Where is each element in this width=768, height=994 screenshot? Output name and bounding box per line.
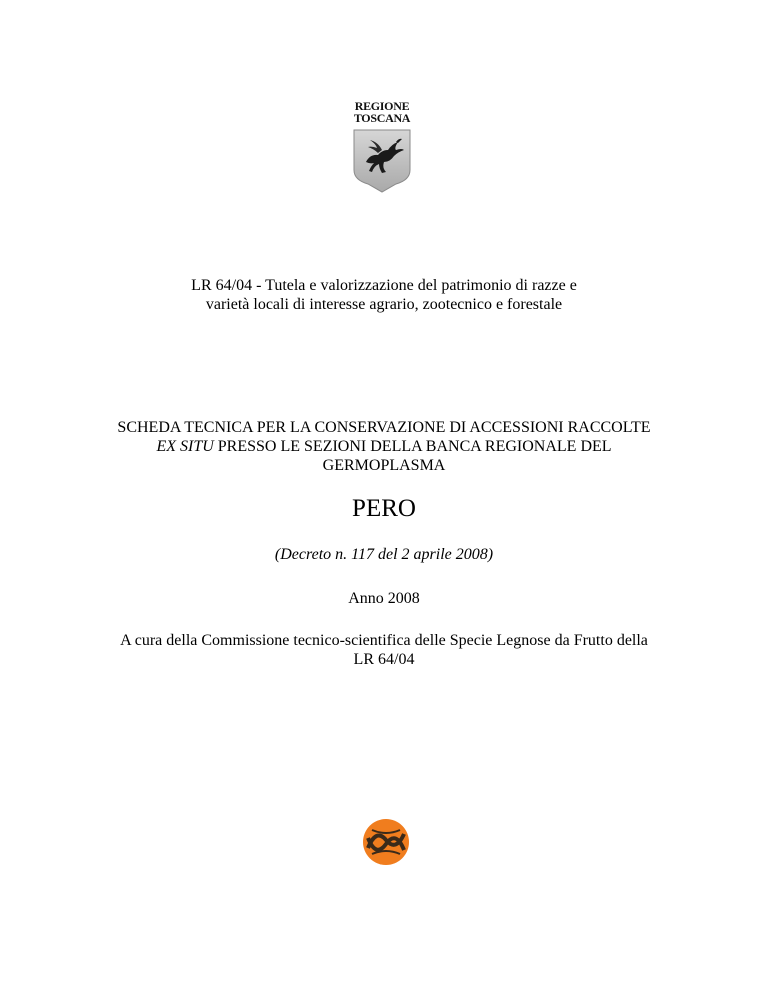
curated-by [0, 631, 768, 669]
heading-line-3: GERMOPLASMA [322, 457, 446, 474]
heading-line-2 [0, 437, 768, 456]
regione-toscana-logo [340, 100, 424, 194]
logo-line-regione: REGIONE [354, 99, 410, 113]
document-heading [0, 418, 768, 475]
pegasus-shield-icon [352, 128, 412, 194]
heading-line-1: SCHEDA TECNICA PER LA CONSERVAZIONE DI ACCESSIONI RACCOLTE [117, 419, 651, 436]
heading-line-2-rest: PRESSO LE SEZIONI DELLA BANCA REGIONALE DEL [213, 438, 612, 455]
law-title-line-2: varietà locali di interesse agrario, zootecnico e forestale [205, 296, 563, 313]
law-title-line-1: LR 64/04 - Tutela e valorizzazione del patrimonio di razze e [191, 277, 577, 294]
curated-by-line-2: LR 64/04 [353, 651, 415, 668]
species-title: PERO [352, 495, 416, 522]
year-label: Anno 2008 [348, 590, 420, 607]
curated-by-line-1: A cura della Commissione tecnico-scientifica delle Specie Legnose da Frutto della [120, 632, 648, 649]
germplasm-logo-icon [362, 818, 410, 866]
logo-line-toscana: TOSCANA [353, 111, 411, 125]
law-title [0, 276, 768, 314]
decree-reference: (Decreto n. 117 del 2 aprile 2008) [274, 546, 494, 563]
heading-ex-situ: EX SITU [156, 438, 214, 455]
